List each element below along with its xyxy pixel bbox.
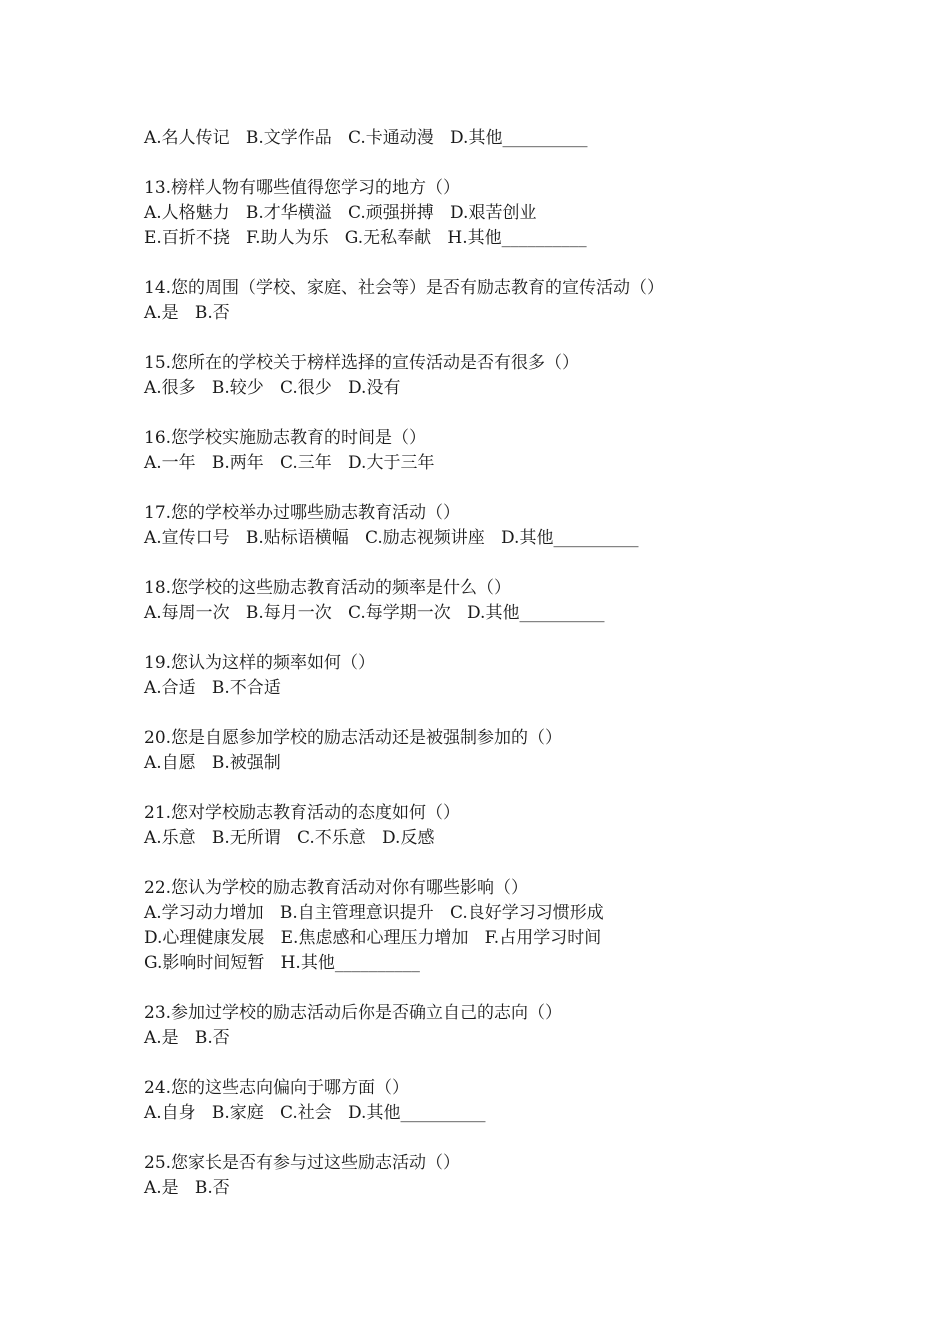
- question-text: 22.您认为学校的励志教育活动对你有哪些影响（）: [144, 878, 529, 898]
- option-line: A.自身 B.家庭 C.社会 D.其他__________: [144, 1103, 486, 1123]
- question-block: [144, 651, 864, 701]
- question-block: [144, 876, 864, 976]
- question-text: 15.您所在的学校关于榜样选择的宣传活动是否有很多（）: [144, 353, 580, 373]
- question-text: 25.您家长是否有参与过这些励志活动（）: [144, 1153, 461, 1173]
- question-block: [144, 501, 864, 551]
- question-text: 24.您的这些志向偏向于哪方面（）: [144, 1078, 410, 1098]
- option-line: A.乐意 B.无所谓 C.不乐意 D.反感: [144, 828, 435, 848]
- question-block: [144, 276, 864, 326]
- question-text: 20.您是自愿参加学校的励志活动还是被强制参加的（）: [144, 728, 563, 748]
- question-block: [144, 176, 864, 251]
- question-text: 13.榜样人物有哪些值得您学习的地方（）: [144, 178, 461, 198]
- option-line: A.每周一次 B.每月一次 C.每学期一次 D.其他__________: [144, 603, 605, 623]
- questionnaire: [144, 126, 864, 1226]
- question-text: 23.参加过学校的励志活动后你是否确立自己的志向（）: [144, 1003, 563, 1023]
- question-text: 16.您学校实施励志教育的时间是（）: [144, 428, 427, 448]
- option-line: A.是 B.否: [144, 303, 230, 323]
- question-block: [144, 426, 864, 476]
- option-line: A.是 B.否: [144, 1178, 230, 1198]
- question-text: 21.您对学校励志教育活动的态度如何（）: [144, 803, 461, 823]
- option-line: G.影响时间短暂 H.其他__________: [144, 953, 420, 973]
- option-line: D.心理健康发展 E.焦虑感和心理压力增加 F.占用学习时间: [144, 928, 602, 948]
- question-text: 18.您学校的这些励志教育活动的频率是什么（）: [144, 578, 512, 598]
- question-block: [144, 1001, 864, 1051]
- question-block: [144, 351, 864, 401]
- question-text: 14.您的周围（学校、家庭、社会等）是否有励志教育的宣传活动（）: [144, 278, 665, 298]
- question-block: [144, 1076, 864, 1126]
- option-line: A.名人传记 B.文学作品 C.卡通动漫 D.其他__________: [144, 128, 588, 148]
- option-line: E.百折不挠 F.助人为乐 G.无私奉献 H.其他__________: [144, 228, 587, 248]
- option-line: A.合适 B.不合适: [144, 678, 281, 698]
- question-text: 17.您的学校举办过哪些励志教育活动（）: [144, 503, 461, 523]
- question-block: [144, 726, 864, 776]
- option-line: A.自愿 B.被强制: [144, 753, 281, 773]
- option-line: A.学习动力增加 B.自主管理意识提升 C.良好学习习惯形成: [144, 903, 604, 923]
- option-line: A.一年 B.两年 C.三年 D.大于三年: [144, 453, 435, 473]
- question-block: [144, 126, 864, 151]
- question-block: [144, 801, 864, 851]
- question-block: [144, 576, 864, 626]
- option-line: A.很多 B.较少 C.很少 D.没有: [144, 378, 401, 398]
- option-line: A.宣传口号 B.贴标语横幅 C.励志视频讲座 D.其他__________: [144, 528, 639, 548]
- option-line: A.是 B.否: [144, 1028, 230, 1048]
- question-text: 19.您认为这样的频率如何（）: [144, 653, 376, 673]
- question-block: [144, 1151, 864, 1201]
- option-line: A.人格魅力 B.才华横溢 C.顽强拼搏 D.艰苦创业: [144, 203, 537, 223]
